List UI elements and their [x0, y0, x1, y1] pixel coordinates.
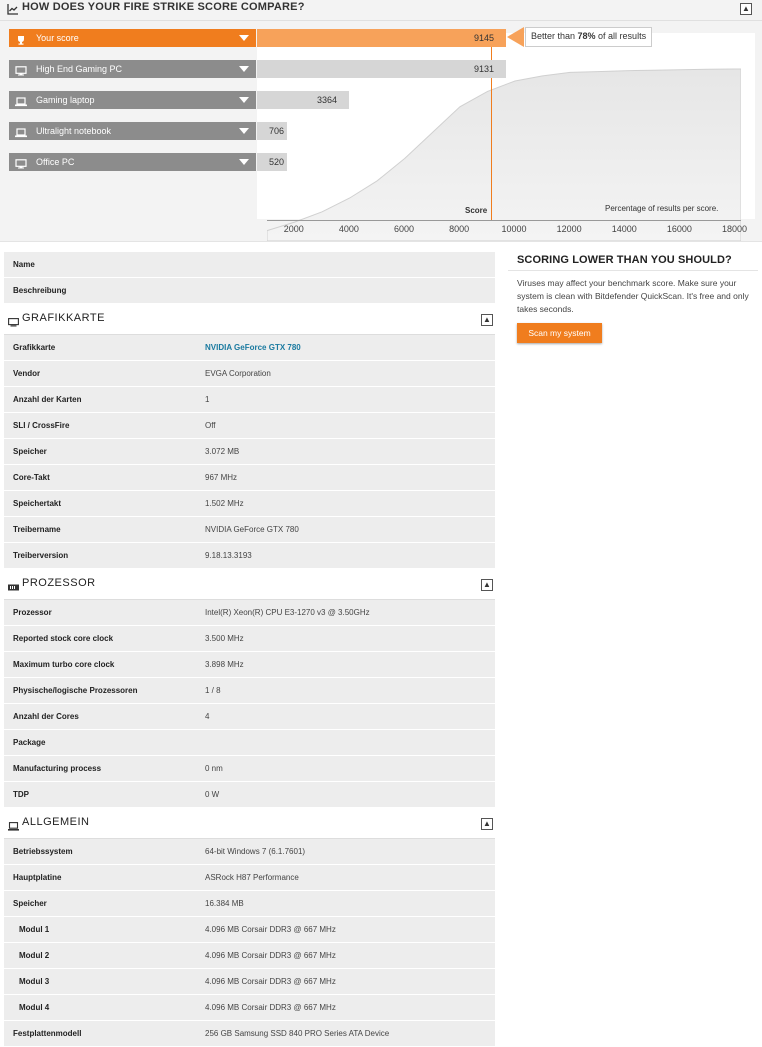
info-row [4, 678, 495, 704]
info-key: Speichertakt [13, 499, 62, 508]
info-row [4, 943, 495, 969]
info-value: ASRock H87 Performance [205, 873, 299, 882]
chevron-up-icon: ▲ [742, 4, 750, 13]
info-key: Manufacturing process [13, 764, 102, 773]
caret-down-icon [239, 128, 249, 134]
info-value: 16.384 MB [205, 899, 244, 908]
info-row [4, 361, 495, 387]
cpu-icon [8, 579, 19, 588]
info-key: Name [13, 260, 35, 269]
comparison-value: 520 [268, 157, 284, 167]
info-key: Anzahl der Karten [13, 395, 82, 404]
info-row [4, 995, 495, 1021]
x-tick-label: 12000 [556, 224, 582, 234]
x-tick-label: 14000 [611, 224, 637, 234]
comparison-value: 706 [268, 126, 284, 136]
info-row [4, 1021, 495, 1047]
info-value: 256 GB Samsung SSD 840 PRO Series ATA Device [205, 1029, 390, 1038]
desktop-icon [15, 64, 27, 74]
info-row [4, 652, 495, 678]
scan-my-system-button[interactable]: Scan my system [517, 323, 602, 343]
info-key: SLI / CrossFire [13, 421, 70, 430]
laptop-icon [15, 126, 27, 136]
info-key: Festplattenmodell [13, 1029, 82, 1038]
info-value: 4.096 MB Corsair DDR3 @ 667 MHz [205, 977, 336, 986]
desktop-icon [15, 157, 27, 167]
info-row [4, 704, 495, 730]
info-value: 4.096 MB Corsair DDR3 @ 667 MHz [205, 951, 336, 960]
info-row [4, 839, 495, 865]
comparison-dropdown[interactable] [9, 60, 256, 78]
info-row [4, 278, 495, 304]
info-key: Treiberversion [13, 551, 69, 560]
callout-suffix: of all results [595, 31, 647, 41]
info-value: Intel(R) Xeon(R) CPU E3-1270 v3 @ 3.50GHz [205, 608, 370, 617]
info-row [4, 730, 495, 756]
scoring-help-divider [508, 270, 758, 271]
caret-down-icon [239, 35, 249, 41]
info-key: Speicher [13, 447, 47, 456]
info-key: Modul 2 [19, 951, 50, 960]
info-value: 967 MHz [205, 473, 238, 482]
info-value: 4 [205, 712, 210, 721]
info-value: NVIDIA GeForce GTX 780 [205, 525, 299, 534]
info-key: Maximum turbo core clock [13, 660, 115, 669]
x-tick-label: 18000 [721, 224, 748, 234]
info-value: Off [205, 421, 216, 430]
x-tick-label: 4000 [338, 224, 359, 234]
comparison-bar [257, 29, 506, 47]
scoring-help-title: SCORING LOWER THAN YOU SHOULD? [517, 254, 732, 266]
info-key: Vendor [13, 369, 41, 378]
comparison-value: 9145 [473, 33, 494, 43]
monitor-icon [8, 314, 19, 323]
info-row [4, 969, 495, 995]
comparison-label: High End Gaming PC [36, 64, 123, 74]
chevron-up-icon: ▲ [483, 580, 491, 589]
info-value: 9.18.13.3193 [205, 551, 252, 560]
info-key: Anzahl der Cores [13, 712, 79, 721]
comparison-label: Office PC [36, 157, 75, 167]
info-key: Speicher [13, 899, 47, 908]
chart-divider [0, 241, 762, 242]
collapse-section-button[interactable] [481, 579, 493, 591]
info-value: 64-bit Windows 7 (6.1.7601) [205, 847, 306, 856]
callout-percent: 78% [577, 31, 596, 41]
info-key: Beschreibung [13, 286, 67, 295]
section-title: GRAFIKKARTE [22, 312, 105, 324]
info-row [4, 600, 495, 626]
info-value: 4.096 MB Corsair DDR3 @ 667 MHz [205, 925, 336, 934]
laptop-icon [15, 95, 27, 105]
comparison-label: Your score [36, 33, 79, 43]
comparison-bar [257, 60, 506, 78]
trophy-icon [15, 33, 27, 43]
callout-prefix: Better than [531, 31, 578, 41]
info-value: 1.502 MHz [205, 499, 244, 508]
info-row [4, 252, 495, 278]
info-value: 1 [205, 395, 210, 404]
info-value: 4.096 MB Corsair DDR3 @ 667 MHz [205, 1003, 336, 1012]
info-key: Reported stock core clock [13, 634, 114, 643]
info-row [4, 413, 495, 439]
info-row [4, 335, 495, 361]
gpu-link[interactable]: NVIDIA GeForce GTX 780 [205, 343, 301, 352]
y-axis-label: Percentage of results per score. [605, 204, 719, 213]
info-row [4, 465, 495, 491]
comparison-bar [257, 153, 287, 171]
info-row [4, 387, 495, 413]
collapse-compare-button[interactable] [740, 3, 752, 15]
section-title: PROZESSOR [22, 577, 96, 589]
score-comparison-chart [0, 21, 762, 241]
info-value: 0 nm [205, 764, 223, 773]
comparison-bar [257, 122, 287, 140]
comparison-label: Ultralight notebook [36, 126, 112, 136]
comparison-value: 3364 [316, 95, 337, 105]
info-key: Hauptplatine [13, 873, 62, 882]
section-title: ALLGEMEIN [22, 816, 90, 828]
info-row [4, 891, 495, 917]
comparison-value: 9131 [473, 64, 494, 74]
x-tick-label: 6000 [393, 224, 415, 234]
info-row [4, 517, 495, 543]
better-than-callout [525, 27, 652, 47]
info-row [4, 782, 495, 808]
collapse-section-button[interactable] [481, 314, 493, 326]
info-value: EVGA Corporation [205, 369, 271, 378]
info-key: Modul 4 [19, 1003, 50, 1012]
x-tick-label: 16000 [666, 224, 692, 234]
x-axis-label: Score [465, 206, 488, 215]
info-key: Physische/logische Prozessoren [13, 686, 138, 695]
x-tick-label: 8000 [449, 224, 470, 234]
info-row [4, 865, 495, 891]
info-value: 1 / 8 [205, 686, 221, 695]
comparison-dropdown[interactable] [9, 29, 256, 47]
info-value: 0 W [205, 790, 220, 799]
info-key: Modul 1 [19, 925, 50, 934]
info-key: Grafikkarte [13, 343, 56, 352]
section-header [4, 304, 495, 335]
info-row [4, 626, 495, 652]
comparison-dropdown[interactable] [9, 153, 256, 171]
info-key: Prozessor [13, 608, 52, 617]
caret-down-icon [239, 97, 249, 103]
info-row [4, 917, 495, 943]
comparison-bar [257, 91, 349, 109]
info-row [4, 439, 495, 465]
chevron-up-icon: ▲ [483, 315, 491, 324]
line-chart-icon [7, 3, 19, 15]
laptop-icon [8, 818, 19, 827]
info-key: TDP [13, 790, 29, 799]
compare-title: HOW DOES YOUR FIRE STRIKE SCORE COMPARE? [22, 1, 305, 13]
comparison-label: Gaming laptop [36, 95, 95, 105]
info-row [4, 543, 495, 569]
x-tick-label: 10000 [501, 224, 527, 234]
scoring-help-panel [508, 252, 758, 338]
scoring-help-text: Viruses may affect your benchmark score. Make sure your system is clean with Bitdefender QuickScan. It's free and only takes seconds. [517, 278, 749, 314]
caret-down-icon [239, 66, 249, 72]
collapse-section-button[interactable] [481, 818, 493, 830]
info-key: Betriebssystem [13, 847, 73, 856]
x-tick-label: 2000 [283, 224, 304, 234]
info-key: Modul 3 [19, 977, 50, 986]
your-score-marker [491, 30, 492, 220]
info-row [4, 491, 495, 517]
info-value: 3.072 MB [205, 447, 240, 456]
info-key: Package [13, 738, 46, 747]
info-value: 3.500 MHz [205, 634, 244, 643]
caret-down-icon [239, 159, 249, 165]
section-header [4, 808, 495, 839]
info-row [4, 756, 495, 782]
info-key: Core-Takt [13, 473, 50, 482]
x-axis-line [267, 220, 741, 221]
compare-header [0, 0, 762, 21]
section-header [4, 569, 495, 600]
chevron-up-icon: ▲ [483, 819, 491, 828]
info-value: 3.898 MHz [205, 660, 244, 669]
system-info-panel [4, 252, 495, 1047]
comparison-dropdown[interactable] [9, 122, 256, 140]
callout-arrow-icon [507, 27, 524, 47]
info-key: Treibername [13, 525, 61, 534]
comparison-dropdown[interactable] [9, 91, 256, 109]
